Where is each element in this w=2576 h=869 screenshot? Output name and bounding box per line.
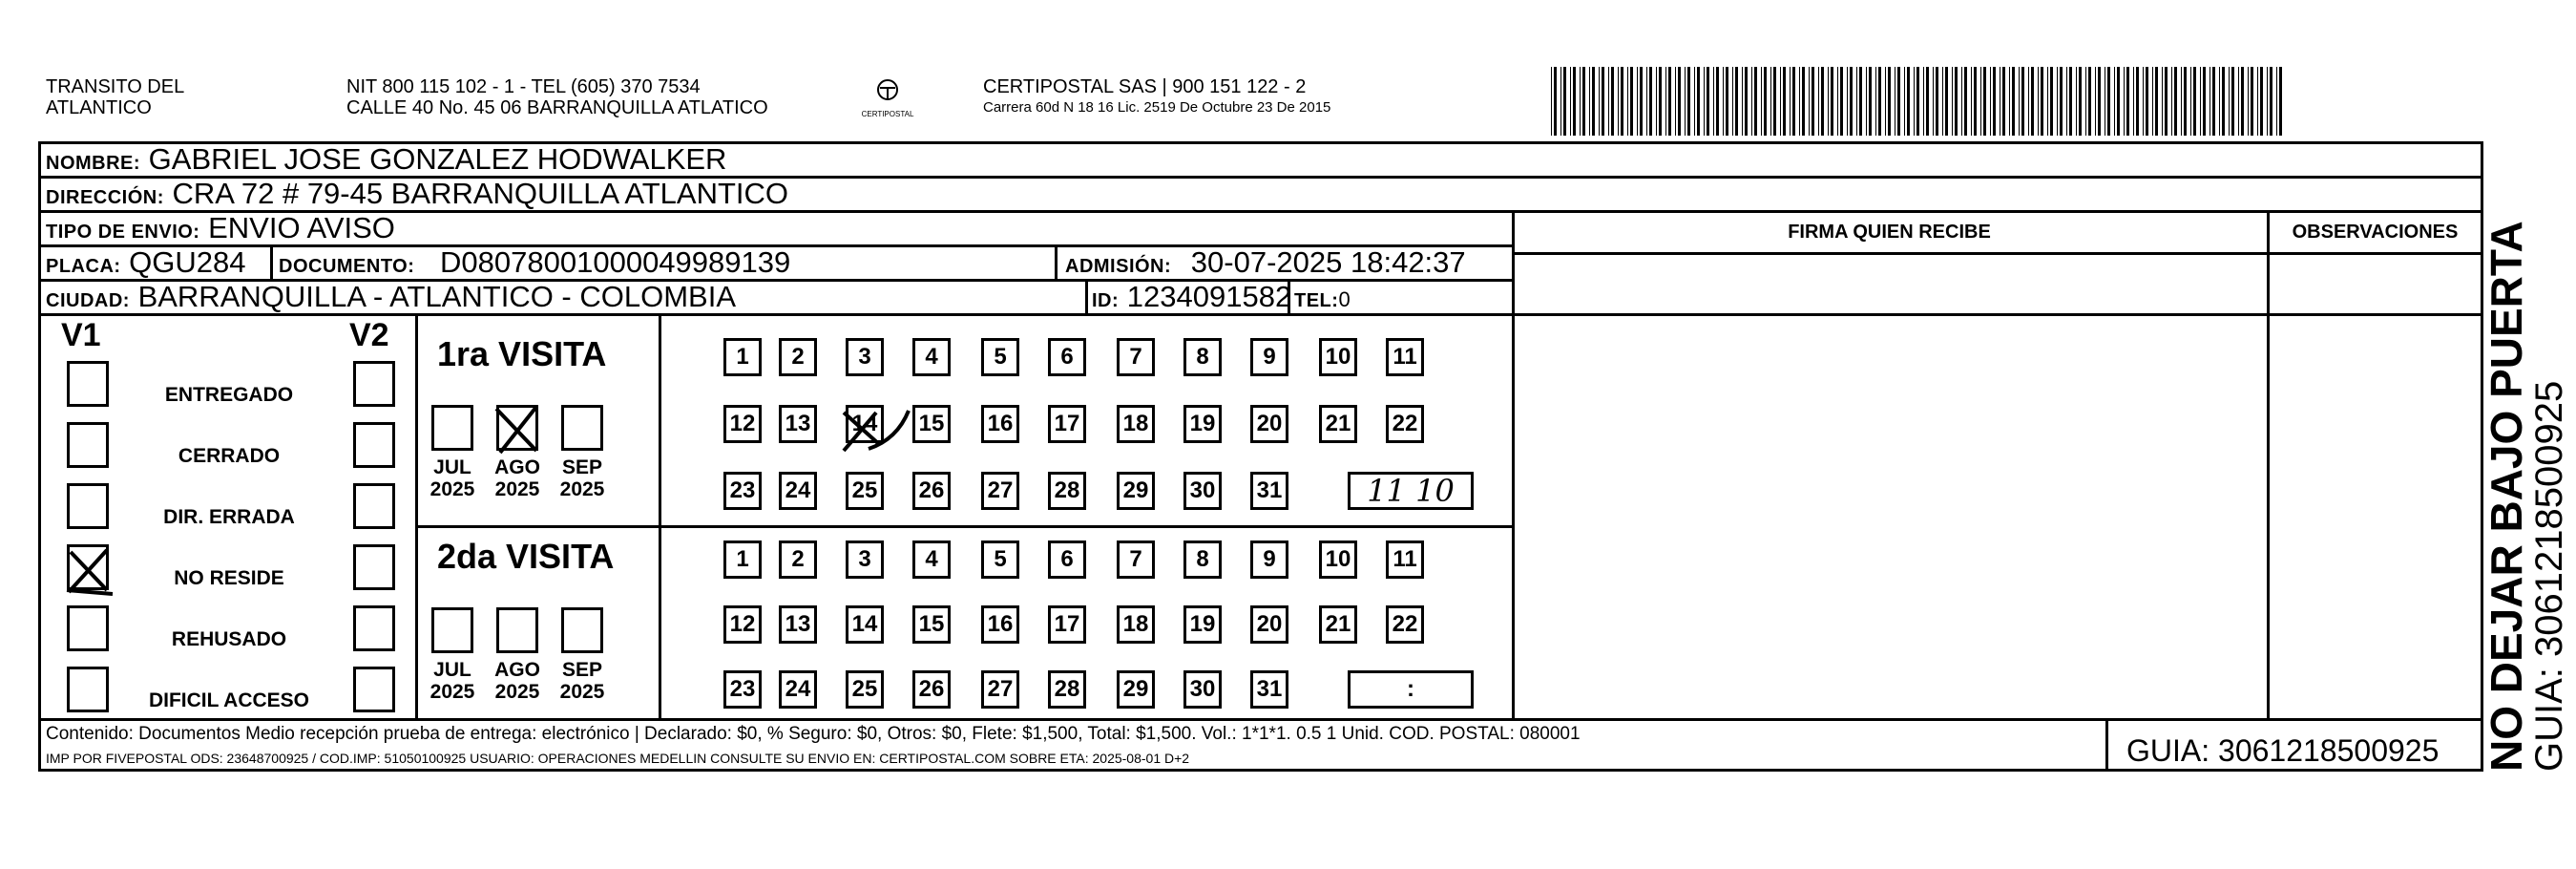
day-box[interactable]: 22: [1386, 405, 1424, 443]
firma-label: FIRMA QUIEN RECIBE: [1788, 222, 1991, 243]
month-year: 2025: [494, 478, 540, 500]
day-box[interactable]: 27: [981, 670, 1019, 709]
day-box[interactable]: 4: [912, 540, 951, 579]
status-option-label: DIFICIL ACCESO: [148, 689, 309, 711]
month-name: SEP: [561, 456, 603, 478]
day-box[interactable]: 2: [779, 540, 817, 579]
tipo-label: TIPO DE ENVIO:: [46, 222, 200, 243]
sender-line-1: TRANSITO DEL: [46, 76, 185, 97]
day-box[interactable]: 27: [981, 472, 1019, 510]
tel-value: 0: [1338, 287, 1351, 311]
ciudad-label: CIUDAD:: [46, 290, 130, 311]
sender-line-2: ATLANTICO: [46, 97, 152, 118]
no-dejar-warning: NO DEJAR BAJO PUERTA: [2482, 221, 2531, 772]
admision-label: ADMISIÓN:: [1065, 256, 1172, 277]
day-box[interactable]: 14: [846, 605, 884, 644]
day-box[interactable]: 28: [1048, 670, 1086, 709]
sender-nit: NIT 800 115 102 - 1 - TEL (605) 370 7534: [346, 76, 701, 97]
day-box[interactable]: 11: [1386, 540, 1424, 579]
placa-label: PLACA:: [46, 256, 121, 277]
side-guia: GUIA: 3061218500925: [2528, 380, 2570, 772]
month-year: 2025: [559, 478, 605, 500]
day-box[interactable]: 28: [1048, 472, 1086, 510]
day-box[interactable]: 25: [846, 670, 884, 709]
day-box[interactable]: 3: [846, 338, 884, 376]
day-box[interactable]: 16: [981, 405, 1019, 443]
day-check-mark: [844, 411, 909, 451]
day-box[interactable]: 25: [846, 472, 884, 510]
month-name: AGO: [494, 456, 540, 478]
day-box[interactable]: 3: [846, 540, 884, 579]
day-box[interactable]: 16: [981, 605, 1019, 644]
time-box[interactable]: :: [1348, 670, 1474, 709]
status-option-label: REHUSADO: [171, 628, 287, 650]
day-box[interactable]: 12: [723, 405, 762, 443]
day-box[interactable]: 19: [1183, 605, 1222, 644]
day-box[interactable]: 10: [1319, 338, 1357, 376]
day-box[interactable]: 10: [1319, 540, 1357, 579]
day-box[interactable]: 23: [723, 670, 762, 709]
day-box[interactable]: 12: [723, 605, 762, 644]
day-box[interactable]: 11: [1386, 338, 1424, 376]
guia-number: GUIA: 3061218500925: [2126, 733, 2440, 768]
ciudad-value: BARRANQUILLA - ATLANTICO - COLOMBIA: [137, 280, 737, 313]
day-box[interactable]: 15: [912, 605, 951, 644]
day-box[interactable]: 31: [1250, 670, 1288, 709]
month-name: JUL: [433, 659, 471, 681]
day-box[interactable]: 15: [912, 405, 951, 443]
status-option-label: CERRADO: [178, 445, 281, 467]
footer-imp: IMP POR FIVEPOSTAL ODS: 23648700925 / COD.IMP: 51050100925 USUARIO: OPERACIONES MEDELLIN CONSULTE SU ENVIO EN: CERTIPOSTAL.COM SOBRE ETA: 2025-08-01 D+2: [46, 751, 1190, 766]
nombre-value: GABRIEL JOSE GONZALEZ HODWALKER: [148, 142, 727, 176]
day-box[interactable]: 5: [981, 338, 1019, 376]
day-box[interactable]: 18: [1117, 405, 1155, 443]
day-box[interactable]: 9: [1250, 540, 1288, 579]
day-box[interactable]: 17: [1048, 405, 1086, 443]
month-year: 2025: [494, 681, 540, 703]
day-box[interactable]: 4: [912, 338, 951, 376]
status-option-label: NO RESIDE: [174, 567, 284, 589]
day-box[interactable]: 29: [1117, 670, 1155, 709]
footer-content: Contenido: Documentos Medio recepción prueba de entrega: electrónico | Declarado: $0, % Seguro: $0, Otros: $0, Flete: $1,500, Total: $1,500. Vol.: 1*1*1. 0.5 1 Unid. COD. POSTAL: 080001: [46, 724, 1581, 744]
svg-text:CERTIPOSTAL: CERTIPOSTAL: [861, 110, 914, 118]
day-box[interactable]: 24: [779, 472, 817, 510]
license-line: Carrera 60d N 18 16 Lic. 2519 De Octubre 23 De 2015: [983, 99, 1331, 116]
day-box[interactable]: 19: [1183, 405, 1222, 443]
status-option-label: DIR. ERRADA: [163, 506, 295, 528]
day-box[interactable]: 5: [981, 540, 1019, 579]
day-box[interactable]: 14: [846, 405, 884, 443]
day-box[interactable]: 26: [912, 670, 951, 709]
observaciones-label: OBSERVACIONES: [2292, 222, 2459, 243]
day-box[interactable]: 21: [1319, 405, 1357, 443]
time-box[interactable]: 11 10: [1348, 472, 1474, 510]
id-value: 1234091582: [1126, 280, 1292, 313]
day-box[interactable]: 7: [1117, 540, 1155, 579]
tipo-value: ENVIO AVISO: [208, 211, 395, 244]
documento-value: D08078001000049989139: [440, 245, 791, 279]
day-box[interactable]: 22: [1386, 605, 1424, 644]
day-box[interactable]: 29: [1117, 472, 1155, 510]
day-box[interactable]: 30: [1183, 472, 1222, 510]
v2-header: V2: [349, 317, 389, 353]
direccion-value: CRA 72 # 79-45 BARRANQUILLA ATLANTICO: [172, 177, 789, 210]
id-label: ID:: [1092, 290, 1120, 311]
day-box[interactable]: 9: [1250, 338, 1288, 376]
day-box[interactable]: 21: [1319, 605, 1357, 644]
day-box[interactable]: 1: [723, 338, 762, 376]
month-name: AGO: [494, 659, 540, 681]
day-box[interactable]: 13: [779, 605, 817, 644]
admision-value: 30-07-2025 18:42:37: [1190, 245, 1466, 279]
day-box[interactable]: 20: [1250, 405, 1288, 443]
second-visit-title: 2da VISITA: [437, 537, 615, 576]
day-box[interactable]: 18: [1117, 605, 1155, 644]
sender-address: CALLE 40 No. 45 06 BARRANQUILLA ATLATICO: [346, 97, 768, 118]
company-line: CERTIPOSTAL SAS | 900 151 122 - 2: [983, 76, 1307, 97]
month-year: 2025: [429, 681, 475, 703]
day-box[interactable]: 6: [1048, 338, 1086, 376]
day-box[interactable]: 1: [723, 540, 762, 579]
day-box[interactable]: 17: [1048, 605, 1086, 644]
direccion-label: DIRECCIÓN:: [46, 187, 164, 208]
day-box[interactable]: 26: [912, 472, 951, 510]
nombre-label: NOMBRE:: [46, 153, 141, 174]
day-box[interactable]: 30: [1183, 670, 1222, 709]
placa-value: QGU284: [129, 245, 246, 279]
day-box[interactable]: 8: [1183, 540, 1222, 579]
first-visit-title: 1ra VISITA: [437, 334, 607, 373]
day-box[interactable]: 8: [1183, 338, 1222, 376]
v1-header: V1: [61, 317, 101, 353]
day-box[interactable]: 6: [1048, 540, 1086, 579]
day-box[interactable]: 7: [1117, 338, 1155, 376]
v1-check-mark: [67, 550, 113, 594]
status-option-label: ENTREGADO: [164, 384, 294, 406]
documento-label: DOCUMENTO:: [279, 256, 415, 277]
month-name: SEP: [561, 659, 603, 681]
day-box[interactable]: 20: [1250, 605, 1288, 644]
footer-cell-divider: [2105, 718, 2108, 772]
day-box[interactable]: 24: [779, 670, 817, 709]
day-box[interactable]: 31: [1250, 472, 1288, 510]
month-year: 2025: [559, 681, 605, 703]
month-year: 2025: [429, 478, 475, 500]
month-name: JUL: [433, 456, 471, 478]
tel-label: TEL:: [1294, 290, 1339, 311]
day-box[interactable]: 23: [723, 472, 762, 510]
day-box[interactable]: 2: [779, 338, 817, 376]
day-box[interactable]: 13: [779, 405, 817, 443]
month-check-mark: [496, 407, 536, 453]
